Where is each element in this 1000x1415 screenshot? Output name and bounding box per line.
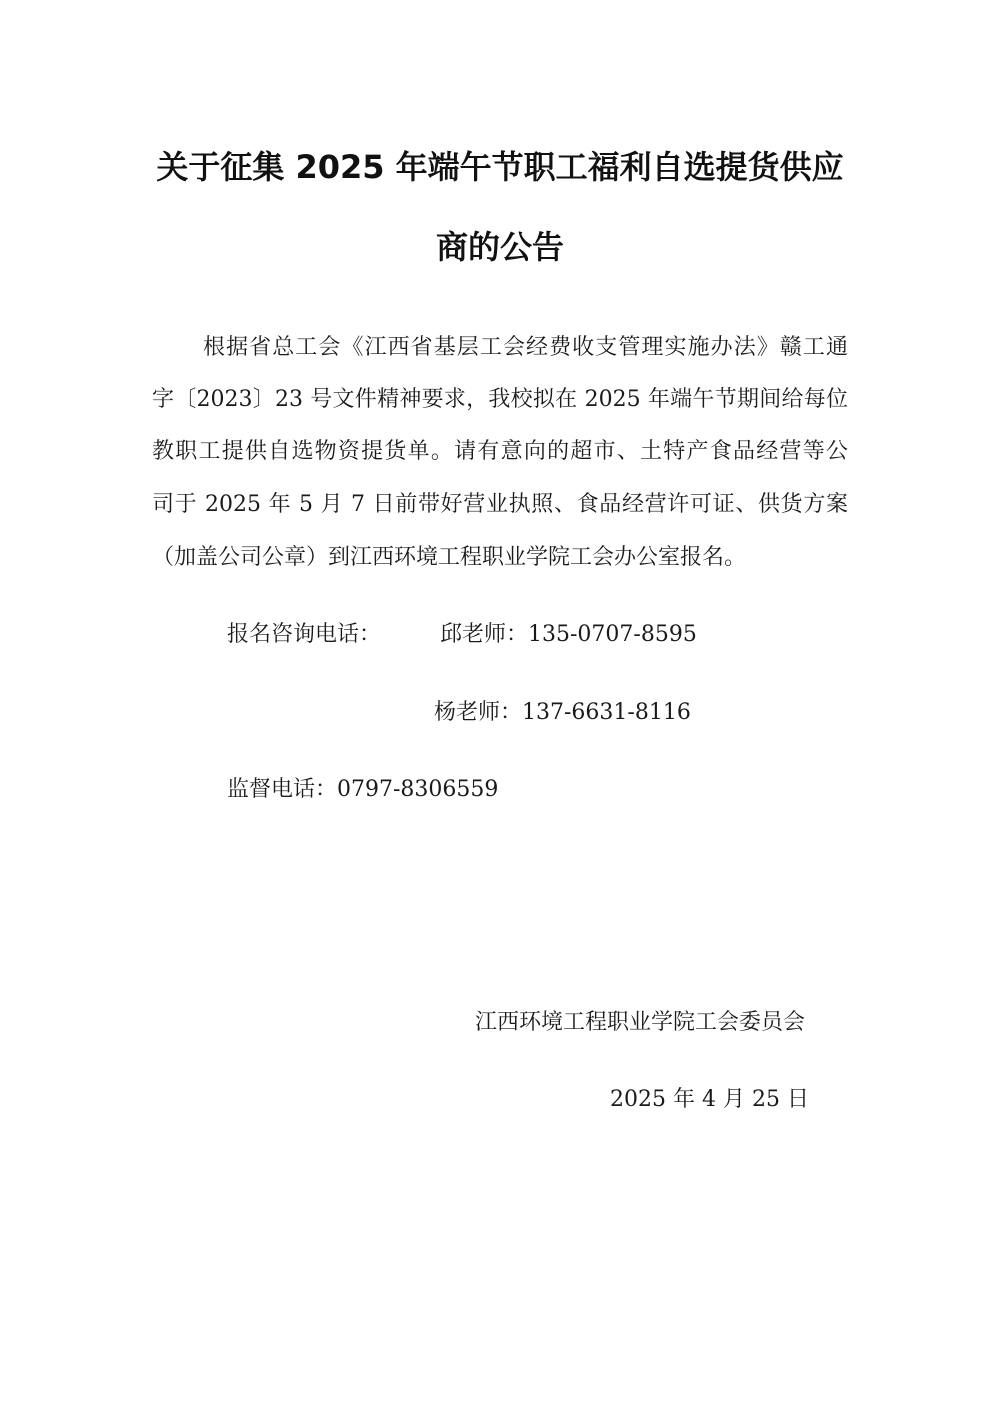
paragraph-line: 字〔2023〕23 号文件精神要求，我校拟在 2025 年端午节期间给每位 — [152, 387, 848, 412]
paragraph-line: 司于 2025 年 5 月 7 日前带好营业执照、食品经营许可证、供货方案 — [152, 492, 848, 517]
supervision-phone: 监督电话：0797-8306559 — [227, 777, 499, 802]
document-title-line-2: 商的公告 — [435, 228, 564, 266]
signature-organization: 江西环境工程职业学院工会委员会 — [475, 1010, 806, 1035]
contact-2: 杨老师：137-6631-8116 — [434, 700, 691, 725]
document-title-line-1: 关于征集 2025 年端午节职工福利自选提货供应 — [156, 148, 844, 186]
paragraph-line: （加盖公司公章）到江西环境工程职业学院工会办公室报名。 — [152, 545, 747, 570]
contact-label: 报名咨询电话： — [227, 622, 382, 647]
paragraph-line: 教职工提供自选物资提货单。请有意向的超市、土特产食品经营等公 — [152, 439, 848, 464]
signature-date: 2025 年 4 月 25 日 — [610, 1087, 809, 1112]
paragraph-line: 根据省总工会《江西省基层工会经费收支管理实施办法》赣工通 — [203, 335, 848, 360]
contact-1: 邱老师：135-0707-8595 — [440, 622, 697, 647]
